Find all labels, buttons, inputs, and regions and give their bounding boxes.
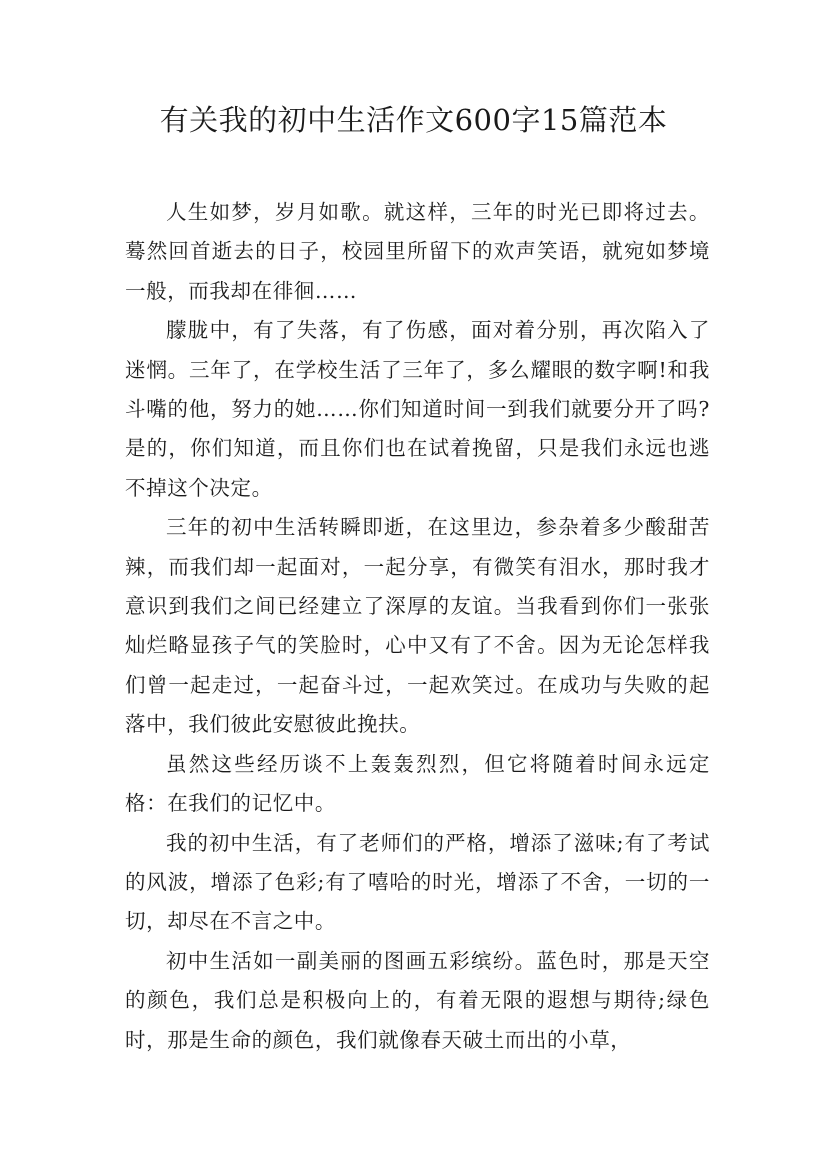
paragraph: 初中生活如一副美丽的图画五彩缤纷。蓝色时，那是天空的颜色，我们总是积极向上的，有着无限的遐想与期待;绿色时，那是生命的颜色，我们就像春天破土而出的小草， xyxy=(125,948,710,1052)
document-body xyxy=(125,193,710,1060)
paragraph: 三年的初中生活转瞬即逝，在这里边，参杂着多少酸甜苦辣，而我们却一起面对，一起分享，有微笑有泪水，那时我才意识到我们之间已经建立了深厚的友谊。当我看到你们一张张灿烂略显孩子气的笑脸时，心中又有了不舍。因为无论怎样我们曾一起走过，一起奋斗过，一起欢笑过。在成功与失败的起落中，我们彼此安慰彼此挽扶。 xyxy=(125,515,710,737)
page-title: 有关我的初中生活作文600字15篇范本 xyxy=(159,103,668,137)
paragraph: 虽然这些经历谈不上轰轰烈烈，但它将随着时间永远定格：在我们的记忆中。 xyxy=(125,751,710,816)
paragraph: 朦胧中，有了失落，有了伤感，面对着分别，再次陷入了迷惘。三年了，在学校生活了三年了，多么耀眼的数字啊!和我斗嘴的他，努力的她……你们知道时间一到我们就要分开了吗?是的，你们知道，而且你们也在试着挽留，只是我们永远也逃不掉这个决定。 xyxy=(125,318,710,500)
paragraph: 人生如梦，岁月如歌。就这样，三年的时光已即将过去。蓦然回首逝去的日子，校园里所留下的欢声笑语，就宛如梦境一般，而我却在徘徊…… xyxy=(125,200,710,303)
paragraph: 我的初中生活，有了老师们的严格，增添了滋味;有了考试的风波，增添了色彩;有了嘻哈的时光，增添了不舍，一切的一切，却尽在不言之中。 xyxy=(125,830,710,934)
